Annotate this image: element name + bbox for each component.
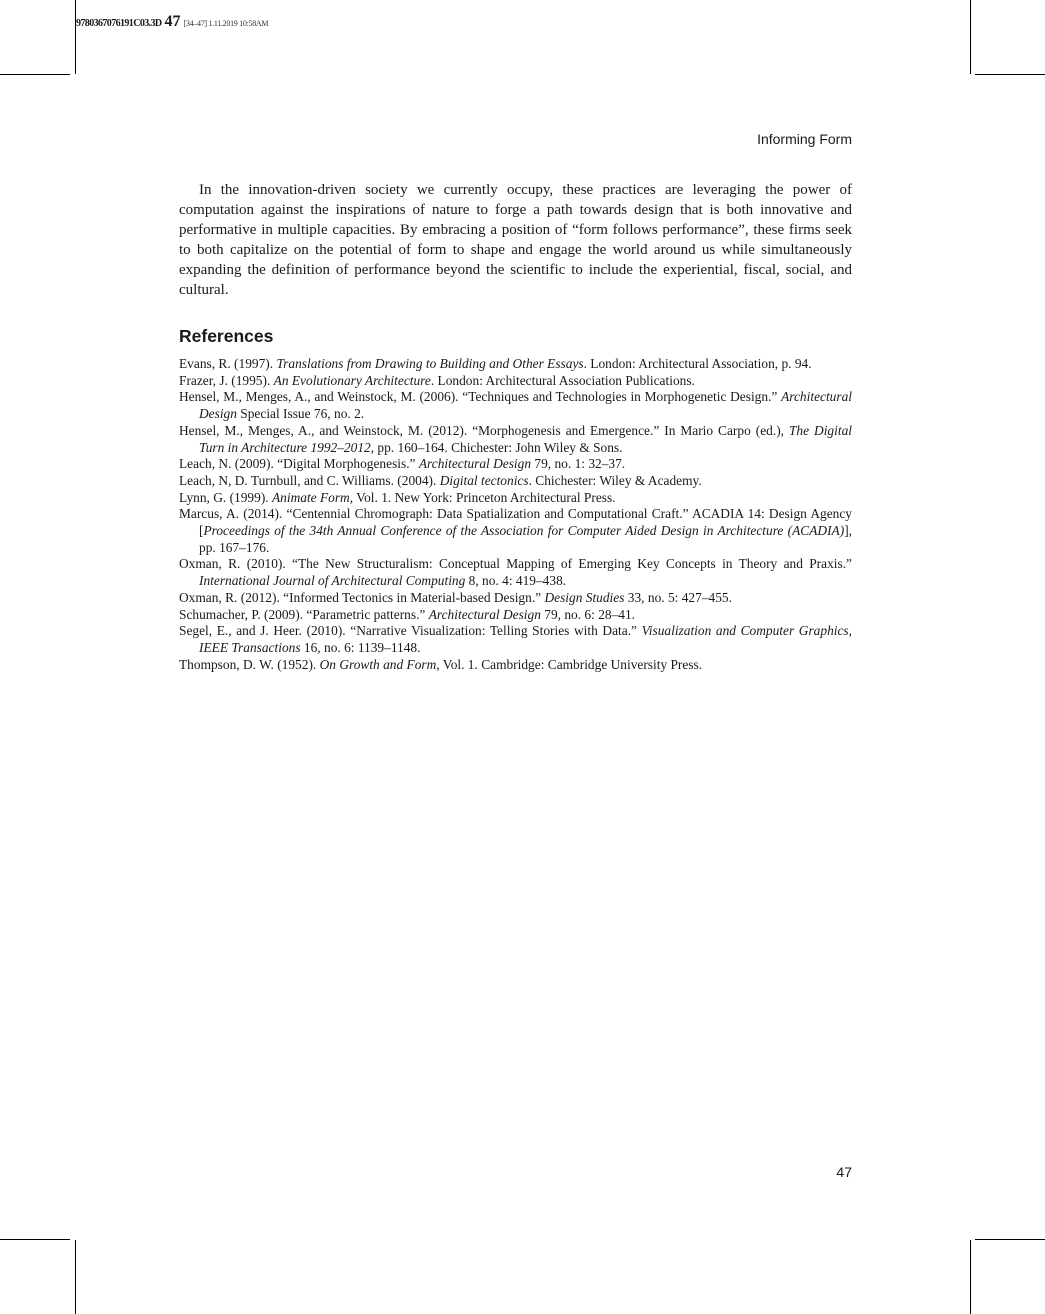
printer-slug bbox=[76, 14, 268, 32]
reference-title: Animate Form bbox=[271, 489, 350, 505]
reference-title: Design Studies bbox=[544, 589, 625, 605]
crop-mark bbox=[970, 1240, 971, 1314]
reference-entry: Hensel, M., Menges, A., and Weinstock, M. (2012). “Morphogenesis and Emergence.” In Mario Carpo (ed.), The Digital Turn in Architecture 1992–2012, pp. 160–164. Chichester: John Wiley & Sons. bbox=[179, 422, 852, 455]
reference-entry: Leach, N. (2009). “Digital Morphogenesis.” Architectural Design 79, no. 1: 32–37. bbox=[179, 456, 626, 472]
slug-file-name: 9780367076191C03.3D bbox=[76, 18, 162, 29]
reference-entry: Lynn, G. (1999). Animate Form, Vol. 1. New York: Princeton Architectural Press. bbox=[179, 489, 616, 505]
crop-mark bbox=[975, 1239, 1045, 1240]
crop-mark bbox=[0, 74, 70, 75]
reference-entry: Thompson, D. W. (1952). On Growth and Form, Vol. 1. Cambridge: Cambridge University Press. bbox=[179, 656, 703, 672]
reference-entry: Schumacher, P. (2009). “Parametric patterns.” Architectural Design 79, no. 6: 28–41. bbox=[179, 606, 636, 622]
reference-entry: Segel, E., and J. Heer. (2010). “Narrative Visualization: Telling Stories with Data.” Visualization and Computer Graphics, IEEE Transactions 16, no. 6: 1139–1148. bbox=[179, 623, 852, 655]
reference-entry: Leach, N, D. Turnbull, and C. Williams. (2004). Digital tectonics. Chichester: Wiley & Academy. bbox=[179, 472, 702, 488]
reference-entry: Oxman, R. (2010). “The New Structuralism: Conceptual Mapping of Emerging Key Concepts in Theory and Praxis.” International Journal of Architectural Computing 8, no. 4: 419–438. bbox=[179, 556, 852, 589]
slug-page-number: 47 bbox=[164, 13, 181, 30]
crop-mark bbox=[75, 0, 76, 74]
crop-mark bbox=[75, 1240, 76, 1314]
reference-title: Architectural Design bbox=[418, 456, 532, 472]
reference-title: Architectural Design bbox=[428, 606, 541, 622]
references-heading: References bbox=[179, 326, 274, 346]
crop-mark bbox=[970, 0, 971, 74]
running-head: Informing Form bbox=[757, 131, 852, 147]
reference-title: The Digital Turn in Architecture 1992–2012 bbox=[199, 422, 852, 455]
page-number: 47 bbox=[836, 1164, 852, 1180]
reference-title: Visualization and Computer Graphics, IEEE Transactions bbox=[199, 623, 852, 655]
reference-entry: Oxman, R. (2012). “Informed Tectonics in Material-based Design.” Design Studies 33, no. 5: 427–455. bbox=[179, 589, 732, 605]
reference-title: International Journal of Architectural Computing bbox=[199, 573, 466, 589]
reference-title: Proceedings of the 34th Annual Conference of the Association for Computer Aided Design in Architecture (ACADIA) bbox=[203, 523, 845, 539]
reference-title: Translations from Drawing to Building and Other Essays bbox=[276, 356, 584, 371]
reference-entry: Frazer, J. (1995). An Evolutionary Architecture. London: Architectural Association Publications. bbox=[179, 372, 695, 388]
reference-list bbox=[179, 356, 852, 673]
crop-mark bbox=[975, 74, 1045, 75]
reference-title: Architectural Design bbox=[199, 389, 852, 422]
reference-title: On Growth and Form bbox=[319, 656, 437, 672]
slug-meta: [34–47] 1.11.2019 10:58AM bbox=[183, 19, 269, 28]
reference-title: Digital tectonics bbox=[439, 472, 529, 488]
body-paragraph: In the innovation-driven society we currently occupy, these practices are leveraging the power of computation against the inspirations of nature to forge a path towards design that is both innovative and performative in multiple capacities. By embracing a position of “form follows performance”, these firms seek to both capitalize on the potential of form to shape and engage the world around us while simultaneously expanding the definition of performance beyond the scientific to include the experiential, fiscal, social, and cultural. bbox=[179, 182, 852, 298]
reference-entry: Evans, R. (1997). Translations from Drawing to Building and Other Essays. London: Architectural Association, p. 94. bbox=[179, 356, 812, 371]
reference-title: An Evolutionary Architecture bbox=[273, 372, 431, 388]
reference-entry: Hensel, M., Menges, A., and Weinstock, M. (2006). “Techniques and Technologies in Morphogenetic Design.” Architectural Design Special Issue 76, no. 2. bbox=[179, 389, 852, 422]
reference-entry: Marcus, A. (2014). “Centennial Chromograph: Data Spatialization and Computational Craft.” ACADIA 14: Design Agency [Proceedings of the 34th Annual Conference of the Association for Computer Aided Design in Architecture (ACADIA)], pp. 167–176. bbox=[179, 506, 852, 555]
crop-mark bbox=[0, 1239, 70, 1240]
